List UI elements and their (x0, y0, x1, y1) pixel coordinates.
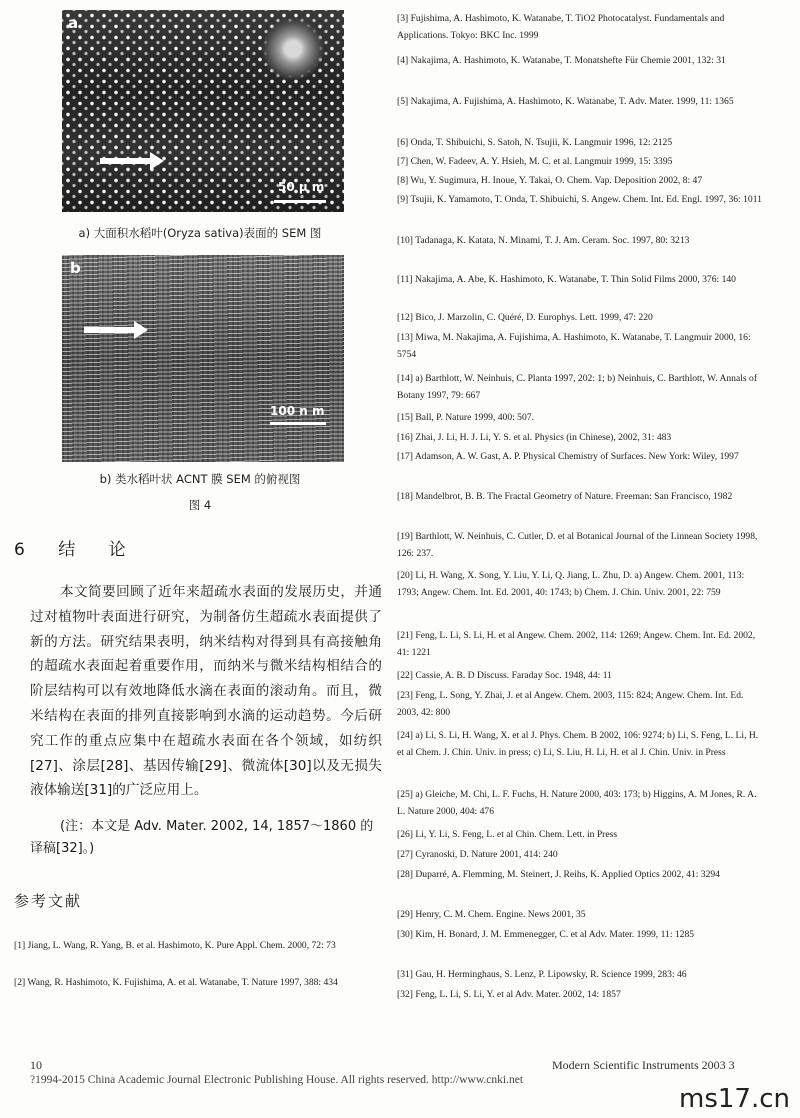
reference-item: [12] Bico, J. Marzolin, C. Quéré, D. Europhys. Lett. 1999, 47: 220 (397, 312, 653, 323)
figure-label: 图 4 (188, 498, 212, 512)
scale-bar (270, 422, 326, 425)
references-title: 参考文献 (14, 892, 83, 910)
figure-a-letter: a (68, 14, 79, 32)
sem-image-rice-leaf (62, 10, 344, 212)
conclusion-paragraph: 本文简要回顾了近年来超疏水表面的发展历史，并通过对植物叶表面进行研究，为制备仿生超疏水表面提供了新的方法。研究结果表明，纳米结构对得到具有高接触角的超疏水表面起着重要作用，而纳米与微米结构相结合的阶层结构可以有效地降低水滴在表面的滚动角。而且，微米结构在表面的排列直接影响到水滴的运动趋势。今后研究工作的重点应集中在超疏水表面在各个领域，如纺织[27]、涂层[28]、基因传输[29]、微流体[30]以及无损失液体输送[31]的广泛应用上。 (30, 584, 382, 799)
reference-item: [5] Nakajima, A. Fujishima, A. Hashimoto, K. Watanabe, T. Adv. Mater. 1999, 11: 1365 (397, 96, 734, 107)
reference-item: [14] a) Barthlott, W. Neinhuis, C. Planta 1997, 202: 1; b) Neinhuis, C. Barthlott, W. Annals of Botany 1997, 79: 667 (397, 373, 758, 401)
reference-item: [15] Ball, P. Nature 1999, 400: 507. (397, 412, 534, 423)
reference-item: [25] a) Gleiche, M. Chi, L. F. Fuchs, H. Nature 2000, 403: 173; b) Higgins, A. M Jones, R. A. L. Nature 2000, 404: 476 (397, 789, 757, 817)
reference-item: [29] Henry, C. M. Chem. Engine. News 2001, 35 (397, 909, 586, 920)
reference-item: [17] Adamson, A. W. Gast, A. P. Physical Chemistry of Surfaces. New York: Wiley, 1997 (397, 451, 739, 462)
page-number: 10 (30, 1058, 42, 1072)
reference-item: [23] Feng, L. Song, Y. Zhai, J. et al Angew. Chem. 2003, 115: 824; Angew. Chem. Int. Ed. 2003, 42: 800 (397, 690, 744, 718)
reference-item: [6] Onda, T. Shibuichi, S. Satoh, N. Tsujii, K. Langmuir 1996, 12: 2125 (397, 137, 673, 148)
arrow-icon (84, 327, 136, 333)
reference-item: [26] Li, Y. Li, S. Feng, L. et al Chin. Chem. Lett. in Press (397, 829, 618, 840)
reference-item: [31] Gau, H. Herminghaus, S. Lenz, P. Lipowsky, R. Science 1999, 283: 46 (397, 969, 687, 980)
figure-caption-b: b) 类水稻叶状 ACNT 膜 SEM 的俯视图 (99, 472, 301, 486)
copyright-line: ?1994-2015 China Academic Journal Electronic Publishing House. All rights reserved. http://www.cnki.net (30, 1074, 524, 1086)
reference-item: [7] Chen, W. Fadeev, A. Y. Hsieh, M. C. et al. Langmuir 1999, 15: 3395 (397, 156, 673, 167)
reference-item: [8] Wu, Y. Sugimura, H. Inoue, Y. Takai, O. Chem. Vap. Deposition 2002, 8: 47 (397, 175, 703, 186)
reference-item: [13] Miwa, M. Nakajima, A. Fujishima, A. Hashimoto, K. Watanabe, T. Langmuir 2000, 16: 5754 (397, 332, 751, 360)
scale-label-b: 100 n m (270, 404, 325, 418)
reference-item: [4] Nakajima, A. Hashimoto, K. Watanabe, T. Monatshefte Für Chemie 2001, 132: 31 (397, 55, 726, 66)
arrow-icon (100, 158, 152, 164)
reference-item: [30] Kim, H. Bonard, J. M. Emmenegger, C. et al Adv. Mater. 1999, 11: 1285 (397, 929, 695, 940)
reference-item: [16] Zhai, J. Li, H. J. Li, Y. S. et al. Physics (in Chinese), 2002, 31: 483 (397, 432, 672, 443)
reference-item: [28] Duparré, A. Flemming, M. Steinert, J. Reihs, K. Applied Optics 2002, 41: 3294 (397, 869, 720, 880)
reference-item: [32] Feng, L. Li, S. Li, Y. et al Adv. Mater. 2002, 14: 1857 (397, 989, 621, 1000)
scale-label-a: 50 μ m (278, 180, 325, 194)
journal-name: Modern Scientific Instruments 2003 3 (552, 1058, 735, 1072)
reference-item: [18] Mandelbrot, B. B. The Fractal Geometry of Nature. Freeman: San Francisco, 1982 (397, 491, 733, 502)
translation-note: (注：本文是 Adv. Mater. 2002, 14, 1857～1860 的译稿[32]。) (30, 819, 374, 856)
section-title: 6 结 论 (14, 540, 140, 560)
site-watermark: ms17.cn (679, 1084, 790, 1114)
reference-item: [22] Cassie, A. B. D Discuss. Faraday Soc. 1948, 44: 11 (397, 670, 612, 681)
reference-item: [20] Li, H. Wang, X. Song, Y. Liu, Y. Li, Q. Jiang, L. Zhu, D. a) Angew. Chem. 2001, 113: 1793; Angew. Chem. Int. Ed. 2001, 40: 1743; b) Chem. J. Chin. Univ. 2001, 22: 759 (397, 570, 745, 598)
reference-item: [9] Tsujii, K. Yamamoto, T. Onda, T. Shibuichi, S. Angew. Chem. Int. Ed. Engl. 1997, 36: 1011 (397, 194, 762, 205)
reference-item: [21] Feng, L. Li, S. Li, H. et al Angew. Chem. 2002, 114: 1269; Angew. Chem. Int. Ed. 2002, 41: 1221 (397, 630, 756, 658)
reference-item: [2] Wang, R. Hashimoto, K. Fujishima, A. et al. Watanabe, T. Nature 1997, 388: 434 (14, 977, 338, 988)
sem-image-acnt-film (62, 255, 344, 462)
figure-caption-a: a) 大面积水稻叶(Oryza sativa)表面的 SEM 图 (78, 226, 322, 240)
reference-item: [19] Barthlott, W. Neinhuis, C. Cutler, D. et al Botanical Journal of the Linnean Society 1998, 126: 237. (397, 531, 758, 559)
reference-item: [24] a) Li, S. Li, H. Wang, X. et al J. Phys. Chem. B 2002, 106: 9274; b) Li, S. Feng, L. Li, H. et al Chem. J. Chin. Univ. in press; c) Li, S. Liu, H. Li, H. et al J. Chin. Univ. in Press (397, 730, 759, 758)
scale-bar (274, 200, 326, 203)
reference-item: [3] Fujishima, A. Hashimoto, K. Watanabe, T. TiO2 Photocatalyst. Fundamentals and Applications. Tokyo: BKC Inc. 1999 (397, 13, 725, 41)
reference-item: [10] Tadanaga, K. Katata, N. Minami, T. J. Am. Ceram. Soc. 1997, 80: 3213 (397, 235, 690, 246)
papilla-inset-image (262, 18, 324, 80)
reference-item: [1] Jiang, L. Wang, R. Yang, B. et al. Hashimoto, K. Pure Appl. Chem. 2000, 72: 73 (14, 940, 336, 951)
reference-item: [11] Nakajima, A. Abe, K. Hashimoto, K. Watanabe, T. Thin Solid Films 2000, 376: 140 (397, 274, 736, 285)
figure-b-letter: b (70, 259, 81, 277)
reference-item: [27] Cyranoski, D. Nature 2001, 414: 240 (397, 849, 558, 860)
